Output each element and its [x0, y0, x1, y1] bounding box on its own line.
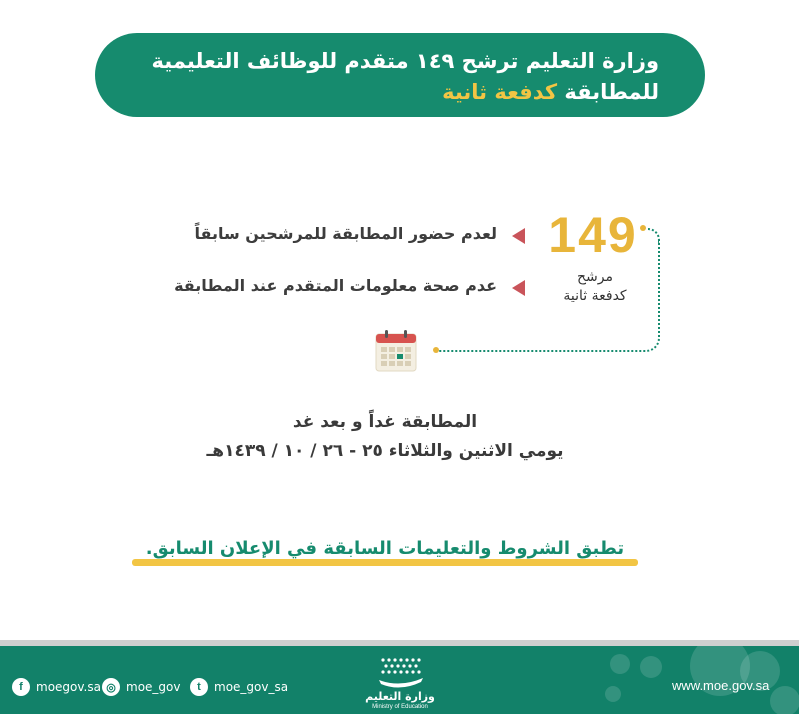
title-prefix: للمطابقة: [557, 80, 659, 104]
note-text: تطبق الشروط والتعليمات السابقة في الإعلان السابق.: [145, 538, 625, 559]
arrow-left-icon: [512, 228, 525, 244]
connector-dot-bottom: [433, 347, 439, 353]
title-line-2: [99, 77, 659, 107]
terms-note: [132, 538, 638, 570]
candidate-label-line2: كدفعة ثانية: [563, 288, 627, 304]
website-link[interactable]: www.moe.gov.sa: [672, 678, 770, 693]
schedule-line-2: يومي الاثنين والثلاثاء ٢٥ - ٢٦ / ١٠ / ١٤٣٩هـ: [206, 441, 564, 461]
candidate-count: 149: [548, 207, 638, 263]
calendar-icon: [375, 330, 417, 372]
title-highlight: كدفعة ثانية: [442, 80, 558, 104]
moe-logo-english: Ministry of Education: [372, 704, 428, 710]
note-highlight-bar: [132, 559, 638, 566]
instagram-icon: ◎: [102, 678, 120, 696]
instagram-handle: moe_gov: [126, 680, 181, 694]
twitter-link[interactable]: [190, 676, 288, 698]
connector-line: [438, 240, 660, 352]
title-line-1: وزارة التعليم ترشح ١٤٩ متقدم للوظائف التعليمية: [151, 49, 659, 73]
decor-circle: [640, 656, 662, 678]
reason-item: عدم صحة معلومات المتقدم عند المطابقة: [174, 276, 497, 295]
arrow-left-icon: [512, 280, 525, 296]
reason-item: لعدم حضور المطابقة للمرشحين سابقاً: [194, 224, 497, 243]
candidate-label-line1: مرشح: [577, 269, 613, 285]
facebook-link[interactable]: [12, 676, 101, 698]
instagram-link[interactable]: [102, 676, 180, 698]
schedule-line-1: المطابقة غداً و بعد غد: [292, 412, 478, 432]
decor-circle: [770, 686, 799, 714]
facebook-handle: moegov.sa: [36, 680, 101, 694]
facebook-icon: f: [12, 678, 30, 696]
decor-circle: [605, 686, 621, 702]
moe-logo-arabic: وزارة التعليم: [365, 690, 435, 703]
twitter-icon: t: [190, 678, 208, 696]
decor-circle: [610, 654, 630, 674]
twitter-handle: moe_gov_sa: [214, 680, 289, 694]
connector-dot-top: [640, 225, 646, 231]
